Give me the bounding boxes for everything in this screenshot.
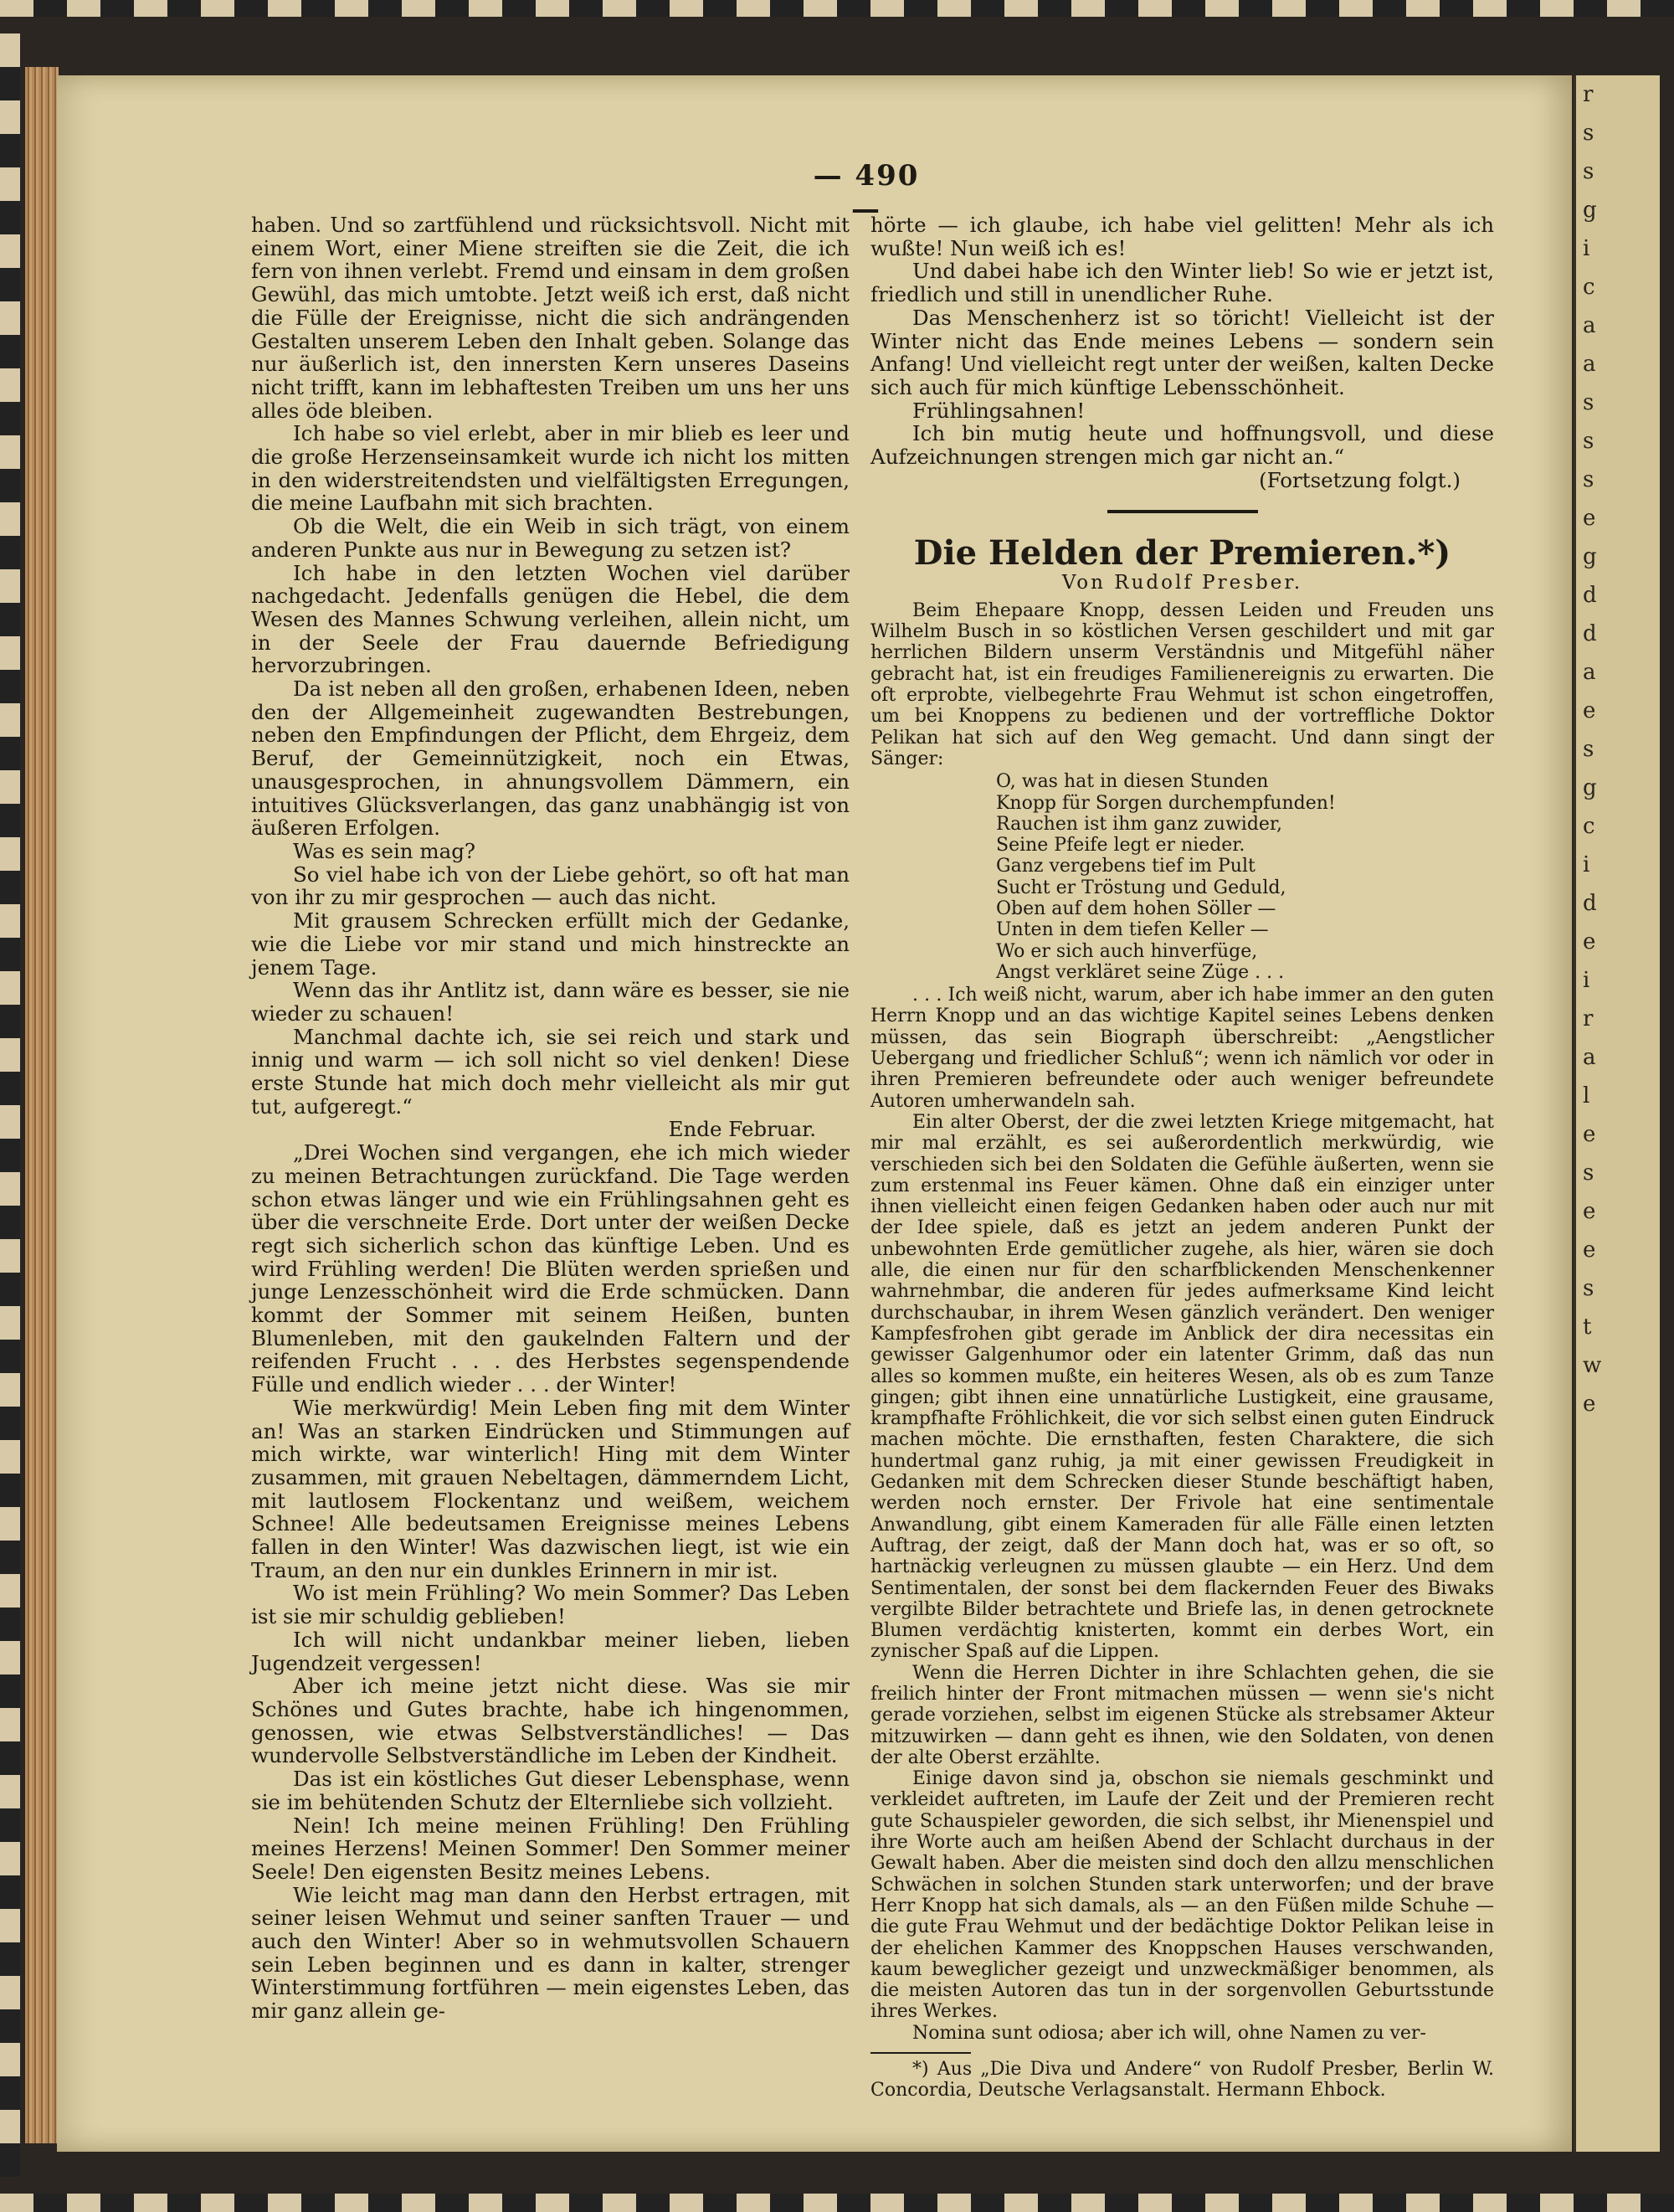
facing-page-fragment: e bbox=[1583, 929, 1596, 954]
facing-page-fragment: d bbox=[1583, 891, 1597, 916]
paragraph: Wenn das ihr Antlitz ist, dann wäre es besser, sie nie wieder zu schauen! bbox=[251, 978, 850, 1026]
poem-line: Sucht er Tröstung und Geduld, bbox=[996, 877, 1286, 898]
paragraph: Wie merkwürdig! Mein Leben fing mit dem Winter an! Was an starken Eindrücken und Stimmungen auf mich wirkte, war winterlich! Hing mit dem Winter zusammen, mit grauen Nebeltagen, dämmerndem Licht, mit lautlosem Flockentanz und weißem, weichem Schnee! Alle bedeutsamen Ereignisse meines Lebens fallen in den Winter! Was dazwischen liegt, ist wie ein Traum, an den nur ein dunkles Erinnern in mir ist. bbox=[251, 1395, 850, 1582]
paragraph: Ich habe so viel erlebt, aber in mir blieb es leer und die große Herzenseinsamkeit wurde ich nicht los mitten in den widerstreitendsten und vielfältigsten Erregungen, die meine Laufbahn mit sich brachten. bbox=[251, 421, 850, 516]
facing-page-fragment: e bbox=[1583, 506, 1596, 531]
left-column bbox=[251, 213, 850, 2064]
article-author: Von Rudolf Presber. bbox=[1061, 572, 1303, 594]
facing-page-fragment: a bbox=[1583, 313, 1596, 338]
facing-page-fragment: l bbox=[1583, 1083, 1590, 1109]
paragraph: Aber ich meine jetzt nicht diese. Was sie mir Schönes und Gutes brachte, habe ich hingenommen, genossen, wie etwas Selbstverständliches! — Das wundervolle Selbstverständliche im Leben der Kindheit. bbox=[251, 1674, 850, 1768]
article-title: Die Helden der Premieren.*) bbox=[913, 533, 1451, 574]
poem-line: Angst verkläret seine Züge . . . bbox=[996, 961, 1285, 983]
date-line: Ende Februar. bbox=[668, 1117, 816, 1142]
facing-page-fragment: w bbox=[1583, 1353, 1602, 1378]
paragraph: „Drei Wochen sind vergangen, ehe ich mich wieder zu meinen Betrachtungen zurückfand. Die Tage werden schon etwas länger und wie ein Frühlingsahnen geht es über die verschneite Erde. Dort unter der weißen Decke regt sich sicherlich schon das künftige Leben. Und es wird Frühling werden! Die Blüten werden sprießen und junge Lenzesschönheit wird die Erde schmücken. Dann kommt der Sommer mit seinem Heißen, bunten Blumenleben, mit den gaukelnden Faltern und der reifenden Frucht . . . des Herbstes segenspendende Fülle und endlich wieder . . . der Winter! bbox=[251, 1140, 850, 1397]
poem-line: Knopp für Sorgen durchempfunden! bbox=[996, 792, 1336, 814]
facing-page-fragment: a bbox=[1583, 352, 1596, 377]
facing-page-fragment: s bbox=[1583, 429, 1594, 454]
continuation-note: (Fortsetzung folgt.) bbox=[1259, 467, 1461, 492]
paragraph: Ich bin mutig heute und hoffnungsvoll, und diese Aufzeichnungen strengen mich gar nicht an.“ bbox=[870, 421, 1494, 470]
poem-line: Wo er sich auch hinverfüge, bbox=[996, 940, 1258, 962]
paragraph: Ob die Welt, die ein Weib in sich trägt, von einem anderen Punkte aus nur in Bewegung zu setzen ist? bbox=[251, 514, 850, 562]
poem-line: Seine Pfeife legt er nieder. bbox=[996, 835, 1245, 857]
paragraph: Nein! Ich meine meinen Frühling! Den Frühling meines Herzens! Meinen Sommer! Den Sommer meiner Seele! Den eigensten Besitz meines Lebens. bbox=[251, 1813, 850, 1884]
facing-page-edge bbox=[1574, 75, 1660, 2152]
paragraph: Was es sein mag? bbox=[293, 838, 476, 863]
facing-page-fragment: a bbox=[1583, 660, 1596, 685]
paragraph: Ich will nicht undankbar meiner lieben, lieben Jugendzeit vergessen! bbox=[251, 1627, 850, 1675]
page-number: — 490 — bbox=[813, 159, 920, 226]
facing-page-fragment: s bbox=[1583, 159, 1594, 184]
paragraph: Mit grausem Schrecken erfüllt mich der Gedanke, wie die Liebe vor mir stand und mich hinstreckte an jenem Tage. bbox=[251, 908, 850, 980]
footnote: *) Aus „Die Diva und Andere“ von Rudolf Presber, Berlin W. Concordia, Deutsche Verlagsanstalt. Hermann Ehbock. bbox=[870, 2059, 1494, 2101]
facing-page-fragment: r bbox=[1583, 1006, 1594, 1031]
paragraph: hörte — ich glaube, ich habe viel gelitten! Mehr als ich wußte! Nun weiß ich es! bbox=[870, 213, 1494, 260]
facing-page-fragment: i bbox=[1583, 968, 1590, 993]
section-divider bbox=[1107, 510, 1258, 513]
article-intro: Beim Ehepaare Knopp, dessen Leiden und Freuden uns Wilhelm Busch in so köstlichen Versen geschildert und mit gar herrlichen Bildern unserm Verständnis und Mitgefühl näher gebracht hat, ist ein freudiges Familienereignis zu erwarten. Die oft erprobte, vielbegehrte Frau Wehmut ist schon eingetroffen, um bei Knoppens zu bedienen und der vortreffliche Doktor Pelikan hat sich auf den Weg gemacht. Und dann singt der Sänger: bbox=[870, 599, 1494, 769]
facing-page-fragment: r bbox=[1583, 82, 1594, 107]
poem-line: Oben auf dem hohen Söller — bbox=[996, 898, 1276, 919]
facing-page-fragment: s bbox=[1583, 1276, 1594, 1301]
paragraph: Wo ist mein Frühling? Wo mein Sommer? Das Leben ist sie mir schuldig geblieben! bbox=[251, 1581, 850, 1629]
scanner-ruler-top bbox=[0, 0, 1674, 17]
poem-line: Ganz vergebens tief im Pult bbox=[996, 856, 1256, 877]
scanner-ruler-bottom bbox=[0, 2194, 1674, 2212]
paragraph: Frühlingsahnen! bbox=[912, 398, 1086, 423]
facing-page-fragment: g bbox=[1583, 775, 1597, 800]
scanner-ruler-left bbox=[0, 33, 20, 2177]
poem-line: O, was hat in diesen Stunden bbox=[996, 771, 1269, 793]
paragraph: haben. Und so zartfühlend und rücksichtsvoll. Nicht mit einem Wort, einer Miene streiften sie die Zeit, die ich fern von ihnen verlebt. Fremd und einsam in dem großen Gewühl, das mich umtobte. Jetzt weiß ich erst, daß nicht die Fülle der Ereignisse, nicht die sich andrängenden Gestalten unserem Leben den Inhalt geben. Solange das nur äußerlich ist, den innersten Kern unseres Daseins nicht trifft, kann im lebhaftesten Treiben um uns her uns alles öde bleiben. bbox=[251, 213, 850, 423]
poem-line: Rauchen ist ihm ganz zuwider, bbox=[996, 813, 1283, 835]
paragraph: Wie leicht mag man dann den Herbst ertragen, mit seiner leisen Wehmut und seiner sanften Trauer — und auch den Winter! Aber so in wehmutsvollen Schauern sein Leben beginnen und es dann in kalter, strenger Winterstimmung fortführen — mein eigenstes Leben, das mir ganz allein ge- bbox=[251, 1882, 850, 2024]
paragraph: Das ist ein köstliches Gut dieser Lebensphase, wenn sie im behütenden Schutz der Elternliebe sich vollzieht. bbox=[251, 1767, 850, 1814]
facing-page-fragment: e bbox=[1583, 1199, 1596, 1224]
paragraph: Das Menschenherz ist so töricht! Vielleicht ist der Winter nicht das Ende meines Lebens — sondern sein Anfang! Und vielleicht regt unter der weißen, kalten Decke sich auch für mich künftige Lebensschönheit. bbox=[870, 305, 1494, 399]
paragraph: Ich habe in den letzten Wochen viel darüber nachgedacht. Jedenfalls genügen die Hebel, die dem Wesen des Mannes Schwung verleihen, allein nicht, um in der Seele der Frau dauernde Befriedigung hervorzubringen. bbox=[251, 560, 850, 678]
paragraph: . . . Ich weiß nicht, warum, aber ich habe immer an den guten Herrn Knopp und an das wichtige Kapitel seines Lebens denken müssen, das sein Biograph überschreibt: „Aengstlicher Uebergang und friedlicher Schluß“; wenn ich nämlich vor oder in ihren Premieren befreundete oder auch weniger befreundete Autoren umherwandeln sah. bbox=[870, 985, 1494, 1112]
paragraph: Wenn die Herren Dichter in ihre Schlachten gehen, die sie freilich hinter der Front mitmachen müssen — wenn sie's nicht gerade vorziehen, selbst im eigenen Stücke als strebsamer Akteur mitzuwirken — dann geht es ihnen, wie den Soldaten, von denen der alte Oberst erzählte. bbox=[870, 1662, 1494, 1768]
facing-page-fragment: i bbox=[1583, 236, 1590, 261]
facing-page-fragment: s bbox=[1583, 1160, 1594, 1186]
paragraph: Ein alter Oberst, der die zwei letzten Kriege mitgemacht, hat mir mal erzählt, es sei außerordentlich merkwürdig, wie verschieden sich bei den Soldaten die Gefühle äußerten, wenn sie zum erstenmal ins Feuer kämen. Ohne daß ein einziger unter ihnen vielleicht einen feigen Gedanken haben oder auch nur mit der Idee spiele, daß es jetzt an jedem anderen Punkt der unbewohnten Erde gemütlicher zugehe, als hier, wären sie doch alle, die einen nur für den scharfblickenden Menschenkenner wahrnehmbar, die anderen für jedes aufmerksame Kind leicht durchschaubar, in ihrem Wesen gänzlich verändert. Den weniger Kampfesfrohen gibt gerade im Anblick der dira necessitas ein gewisser Galgenhumor oder ein latenter Grimm, daß das nun alles so kommen mußte, ein heiteres Wesen, als ob es zum Tanze gingen; gibt ihnen eine unnatürliche Lustigkeit, eine grausame, krampfhafte Fröhlichkeit, die vor sich selbst einen guten Eindruck machen möchte. Die ernsthaften, festen Charaktere, die sich hundertmal ganz ruhig, ja mit einer gewissen Freudigkeit in Gedanken mit dem Schrecken dieser Stunde beschäftigt haben, werden noch ernster. Der Frivole hat eine sentimentale Anwandlung, gibt einem Kameraden für alle Fälle einen letzten Auftrag, der zeigt, daß der Mann doch hat, was er so oft, so hartnäckig verleugnen zu müssen glaubte — ein Herz. Und dem Sentimentalen, der sonst bei dem flackernden Feuer des Biwaks vergilbte Bilder betrachtete und Briefe las, in denen getrocknete Blumen verdächtig knisterten, kommt ein derbes Wort, ein zynischer Spaß auf die Lippen. bbox=[870, 1111, 1494, 1663]
paragraph: Und dabei habe ich den Winter lieb! So wie er jetzt ist, friedlich und still in unendlicher Ruhe. bbox=[870, 259, 1494, 307]
facing-page-fragment: c bbox=[1583, 814, 1595, 839]
footnote-divider bbox=[870, 2052, 971, 2054]
facing-page-fragment: e bbox=[1583, 1237, 1596, 1263]
paragraph: Einige davon sind ja, obschon sie niemals geschminkt und verkleidet auftreten, im Laufe der Zeit und der Premieren recht gute Schauspieler geworden, die sich selbst, ihr Mienenspiel und ihre Worte auch am heißen Abend der Schlacht durchaus in der Gewalt haben. Aber die meisten sind doch den allzu menschlichen Schwächen in solchen Stunden stark unterworfen; und der brave Herr Knopp hat sich damals, als — an den Füßen milde Schuhe — die gute Frau Wehmut und der bedächtige Doktor Pelikan leise in der ehelichen Kammer des Knoppschen Hauses verschwanden, kaum beweglicher gezeigt und unzweckmäßiger benommen, als die meisten Autoren das tun in der sorgenvollen Geburtsstunde ihres Werkes. bbox=[870, 1768, 1494, 2023]
article bbox=[870, 533, 1494, 2101]
facing-page-fragment: s bbox=[1583, 737, 1594, 762]
facing-page-fragment: t bbox=[1583, 1314, 1592, 1340]
facing-page-fragment: d bbox=[1583, 621, 1597, 646]
paragraph: So viel habe ich von der Liebe gehört, so oft hat man von ihr zu mir gesprochen — auch das nicht. bbox=[251, 862, 850, 910]
facing-page-fragment: s bbox=[1583, 467, 1594, 492]
facing-page-fragment: a bbox=[1583, 1045, 1596, 1070]
paragraph: Nomina sunt odiosa; aber ich will, ohne Namen zu ver- bbox=[912, 2022, 1426, 2044]
facing-page-fragment: g bbox=[1583, 544, 1597, 569]
facing-page-fragment: e bbox=[1583, 698, 1596, 723]
facing-page-fragment: g bbox=[1583, 198, 1597, 223]
book-page-edges bbox=[25, 67, 59, 2143]
facing-page-fragment: s bbox=[1583, 390, 1594, 415]
facing-page-fragment: d bbox=[1583, 583, 1597, 608]
facing-page-fragment: s bbox=[1583, 121, 1594, 146]
right-column bbox=[870, 213, 1494, 2101]
poem bbox=[996, 771, 1494, 983]
facing-page-fragment: i bbox=[1583, 852, 1590, 877]
facing-page-fragment: e bbox=[1583, 1392, 1596, 1417]
paragraph: Manchmal dachte ich, sie sei reich und stark und innig und warm — ich soll nicht so viel denken! Diese erste Stunde hat mich doch mehr vielleicht als mir gut tut, aufgeregt.“ bbox=[251, 1024, 850, 1119]
poem-line: Unten in dem tiefen Keller — bbox=[996, 919, 1269, 941]
facing-page-fragment: c bbox=[1583, 275, 1595, 300]
paragraph: Da ist neben all den großen, erhabenen Ideen, neben den der Allgemeinheit zugewandten Bestrebungen, neben den Empfindungen der Pflicht, dem Ehrgeiz, dem Beruf, der Gemeinnützigkeit, noch ein Etwas, unausgesprochen, in ahnungsvollem Dämmern, ein intuitives Glücksverlangen, das ganz unabhängig ist von äußeren Erfolgen. bbox=[251, 676, 850, 841]
facing-page-fragment: e bbox=[1583, 1122, 1596, 1147]
